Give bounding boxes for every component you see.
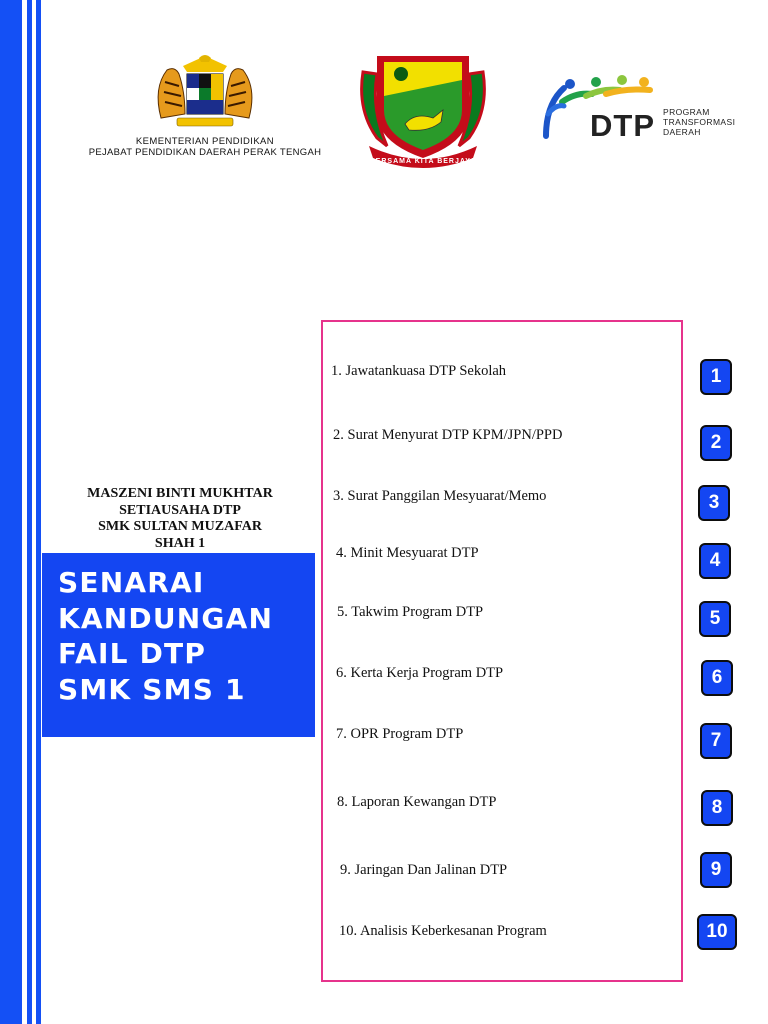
toc-item-2: 2. Surat Menyurat DTP KPM/JPN/PPD — [333, 427, 563, 443]
toc-badge-5: 5 — [699, 601, 731, 637]
ppd-title: PEJABAT PENDIDIKAN DAERAH PERAK TENGAH — [88, 147, 322, 158]
author-role: SETIAUSAHA DTP — [119, 502, 241, 518]
toc-item-6: 6. Kerta Kerja Program DTP — [336, 665, 504, 681]
toc-badge-8: 8 — [701, 790, 733, 826]
kpm-title: KEMENTERIAN PENDIDIKAN — [135, 136, 275, 147]
dtp-subtitle: PROGRAM TRANSFORMASI DAERAH — [663, 107, 736, 137]
kpm-logo — [80, 52, 330, 162]
toc-badge-9: 9 — [700, 852, 732, 888]
toc-item-8: 8. Laporan Kewangan DTP — [337, 794, 497, 810]
left-stripe-thin — [27, 0, 32, 1024]
school-logo — [357, 50, 489, 168]
school-motto: BERSAMA KITA BERJAYA — [369, 158, 477, 165]
title-banner — [42, 553, 315, 737]
author-school: SMK SULTAN MUZAFAR — [98, 519, 262, 534]
toc-badge-2: 2 — [700, 425, 732, 461]
toc-badge-1: 1 — [700, 359, 732, 395]
toc-badge-7: 7 — [700, 723, 732, 759]
dtp-wordmark: DTP — [590, 108, 655, 143]
toc-badge-6: 6 — [701, 660, 733, 696]
toc-item-5: 5. Takwim Program DTP — [337, 604, 484, 620]
malaysia-coat-of-arms-icon — [145, 52, 265, 134]
left-stripe-wide — [0, 0, 22, 1024]
page-title: SENARAI KANDUNGAN FAIL DTP SMK SMS 1 — [58, 566, 274, 706]
author-name: MASZENI BINTI MUKHTAR — [87, 486, 273, 501]
dtp-logo — [540, 74, 740, 146]
toc-badge-3: 3 — [698, 485, 730, 521]
toc-item-10: 10. Analisis Keberkesanan Program — [339, 923, 547, 939]
left-stripe-thin — [36, 0, 41, 1024]
toc-item-1: 1. Jawatankuasa DTP Sekolah — [331, 363, 507, 379]
toc-item-4: 4. Minit Mesyuarat DTP — [336, 545, 479, 561]
toc-frame — [321, 320, 683, 982]
toc-item-7: 7. OPR Program DTP — [336, 726, 464, 742]
toc-badge-10: 10 — [697, 914, 737, 950]
toc-badge-4: 4 — [699, 543, 731, 579]
school-crest-icon — [357, 50, 489, 168]
toc-item-3: 3. Surat Panggilan Mesyuarat/Memo — [333, 488, 547, 504]
toc-item-9: 9. Jaringan Dan Jalinan DTP — [340, 862, 508, 878]
author-block — [50, 486, 310, 550]
author-school-cont: SHAH 1 — [154, 535, 206, 550]
